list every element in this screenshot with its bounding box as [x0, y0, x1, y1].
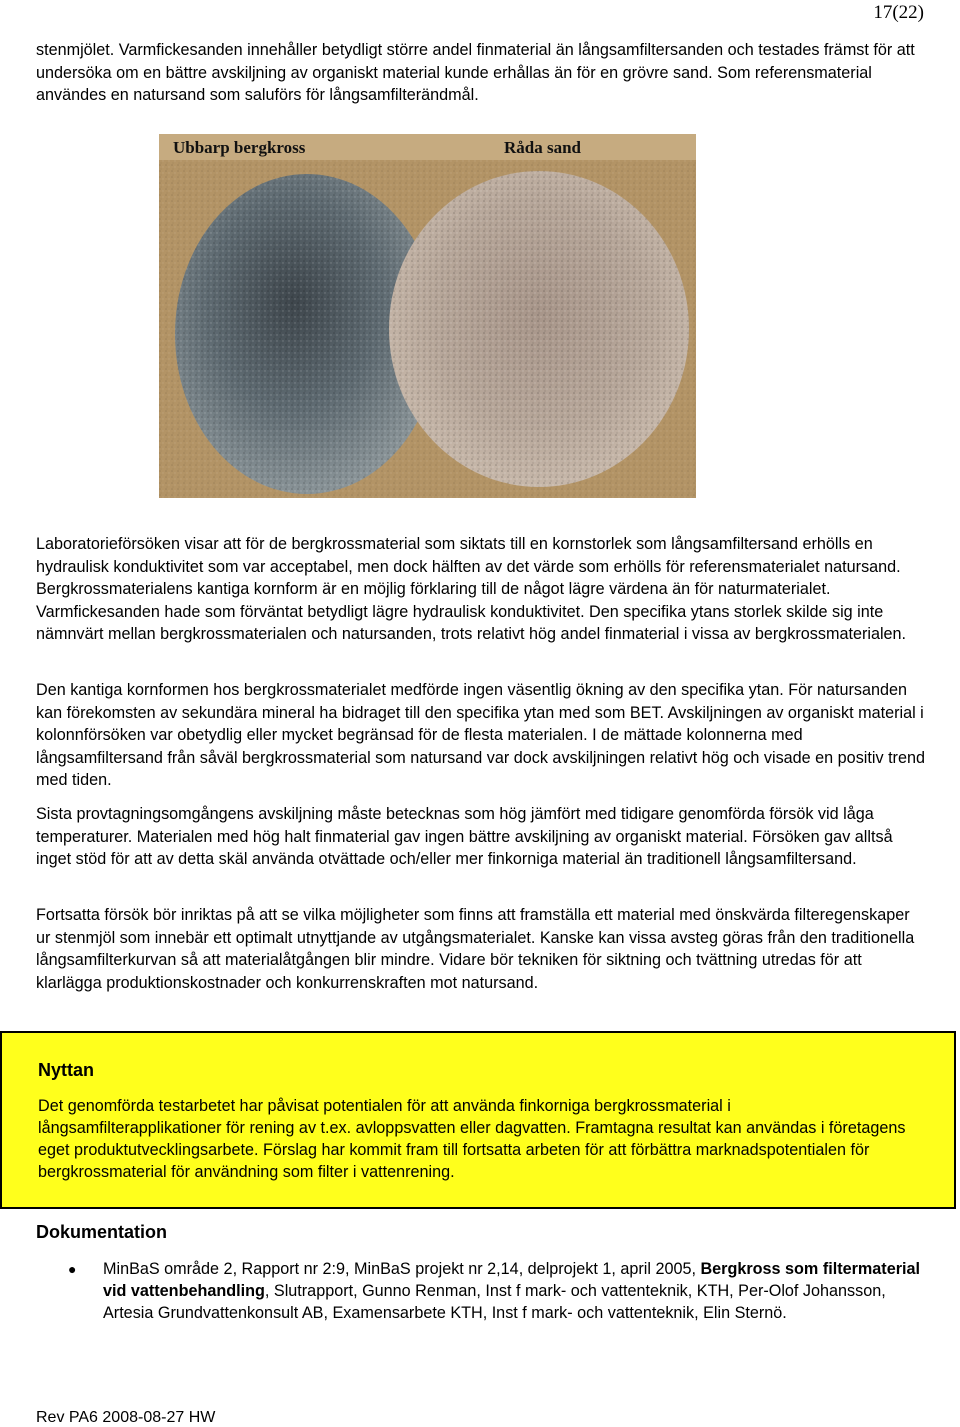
reference-title: Bergkross som filtermaterial vid vattenbehandling [103, 1260, 920, 1300]
documentation-reference [103, 1258, 925, 1324]
intro-paragraph: stenmjölet. Varmfickesanden innehåller betydligt större andel finmaterial än långsamfiltersanden och testades främst för att undersöka om en bättre avskiljning av organiskt material kunde erhållas än för en grövre sand. Som referensmaterial användes en natursand som saluförs för långsamfilterändmål. [36, 41, 915, 104]
body-paragraph: Sista provtagningsomgångens avskiljning måste betecknas som hög jämfört med tidigare genomförda försök vid låga temperaturer. Materialen med hög halt finmaterial gav ingen bättre avskiljning av organiskt material. Försöken gav alltså inget stöd för att av detta skäl använda otvättade och/eller mer finkorniga material än traditionell långsamfiltersand. [36, 805, 893, 868]
body-paragraph: Laboratorieförsöken visar att för de bergkrossmaterial som siktats till en kornstorlek som långsamfiltersand erhölls en hydraulisk konduktivitet som var acceptabel, men dock hälften av det värde som erhölls för referensmaterialet natursand. Bergkrossmaterialens kantiga kornform är en möjlig förklaring till de något lägre värdena än för naturmaterialet. Varmfickesanden hade som förväntat betydligt lägre hydraulisk konduktivitet. Den specifika ytans storlek skilde sig inte nämnvärt mellan bergkrossmaterialen och natursanden, trots relativt hög andel finmaterial i vissa av bergkrossmaterialen. [36, 535, 907, 643]
photo-label-rada: Råda sand [504, 138, 582, 157]
dokumentation-heading: Dokumentation [36, 1222, 168, 1242]
revision-footer: Rev PA6 2008-08-27 HW [36, 1409, 216, 1426]
sand-piles-illustration [159, 134, 696, 498]
nyttan-text: Det genomförda testarbetet har påvisat potentialen för att använda finkorniga bergkrossmaterial i långsamfilterapplikationer för rening av t.ex. avloppsvatten eller dagvatten. Framtagna resultat kan användas i företagens eget produktutvecklingsarbete. Förslag har kommit fram till fortsatta arbeten för att förbättra marknadspotentialen för bergkrossmaterial för användning som filter i vattenrening. [38, 1097, 906, 1181]
bullet-icon: ● [68, 1261, 77, 1277]
body-paragraph: Den kantiga kornformen hos bergkrossmaterialet medförde ingen väsentlig ökning av den specifika ytan. För natursanden kan förekomsten av sekundära mineral ha bidraget till den specifika ytan med som BET. Avskiljningen av organiskt material i kolonnförsöken var obetydlig eller mycket begränsad för de flesta materialen. I de mättade kolonnerna med långsamfiltersand från såväl bergkrossmaterial som natursand var dock avskiljningen relativt hög och visade en positiv trend med tiden. [36, 681, 925, 789]
photo-label-ubbarp: Ubbarp bergkross [173, 138, 306, 157]
reference-suffix: , Slutrapport, Gunno Renman, Inst f mark- och vattenteknik, KTH, Per-Olof Johansson, Artesia Grundvattenkonsult AB, Examensarbete KTH, Inst f mark- och vattenteknik, Elin Sternö. [103, 1282, 886, 1322]
page-number: 17(22) [873, 2, 924, 23]
sand-samples-photo [159, 134, 696, 498]
nyttan-heading: Nyttan [38, 1060, 95, 1080]
body-paragraph: Fortsatta försök bör inriktas på att se vilka möjligheter som finns att framställa ett material med önskvärda filteregenskaper ur stenmjöl som innebär ett optimalt utnyttjande av utgångsmaterialet. Kanske kan vissa avsteg göras från den traditionella långsamfilterkurvan så att materialåtgången blir mindre. Vidare bör tekniken för siktning och tvättning utredas för att klarlägga produktionskostnader och konkurrenskraften mot natursand. [36, 906, 915, 992]
reference-prefix: MinBaS område 2, Rapport nr 2:9, MinBaS projekt nr 2,14, delprojekt 1, april 2005, [103, 1260, 701, 1278]
nyttan-highlight-box [0, 1031, 956, 1209]
